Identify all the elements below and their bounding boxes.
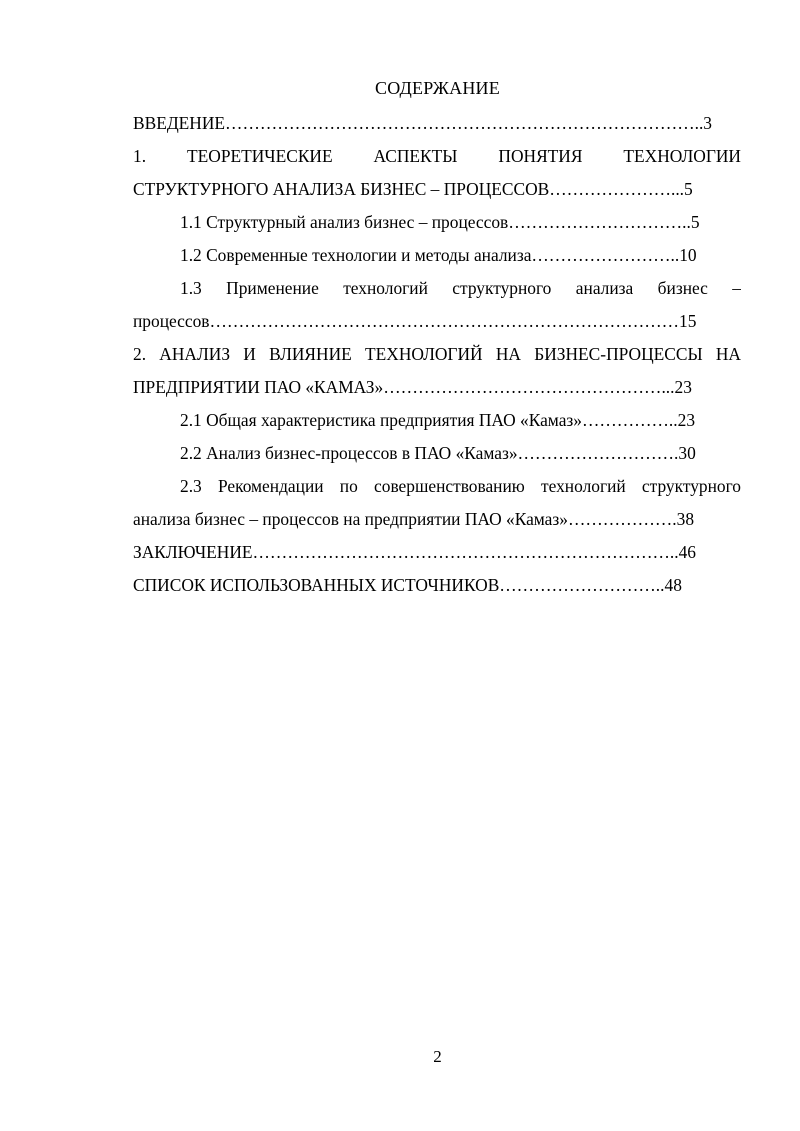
toc-entry-chapter-2-line-1: 2. АНАЛИЗ И ВЛИЯНИЕ ТЕХНОЛОГИЙ НА БИЗНЕС-ПРОЦЕССЫ НА bbox=[133, 344, 741, 364]
toc-entry-chapter-1-line-2: СТРУКТУРНОГО АНАЛИЗА БИЗНЕС – ПРОЦЕССОВ…………………...5 bbox=[133, 179, 693, 199]
toc-entry-introduction: ВВЕДЕНИЕ………………………………………………………………………..3 bbox=[133, 113, 712, 133]
toc-entry-section-1-3-line-2: процессов………………………………………………………………………15 bbox=[133, 311, 697, 331]
table-of-contents bbox=[133, 107, 741, 602]
toc-entry-section-1-2: 1.2 Современные технологии и методы анализа……………………..10 bbox=[180, 245, 697, 265]
toc-entry-section-2-3-line-1: 2.3 Рекомендации по совершенствованию технологий структурного bbox=[180, 476, 741, 496]
toc-entry-section-2-1: 2.1 Общая характеристика предприятия ПАО «Камаз»……………..23 bbox=[180, 410, 696, 430]
toc-entry-chapter-2-line-2: ПРЕДПРИЯТИИ ПАО «КАМАЗ»…………………………………………...23 bbox=[133, 377, 692, 397]
toc-entry-section-2-3-line-2: анализа бизнес – процессов на предприятии ПАО «Камаз»……………….38 bbox=[133, 509, 695, 529]
toc-entry-references: СПИСОК ИСПОЛЬЗОВАННЫХ ИСТОЧНИКОВ………………………..48 bbox=[133, 575, 682, 595]
page-title: СОДЕРЖАНИЕ bbox=[375, 78, 500, 98]
toc-entry-section-2-2: 2.2 Анализ бизнес-процессов в ПАО «Камаз»……………………….30 bbox=[180, 443, 696, 463]
page-number: 2 bbox=[433, 1047, 442, 1066]
toc-entry-chapter-1-line-1: 1. ТЕОРЕТИЧЕСКИЕ АСПЕКТЫ ПОНЯТИЯ ТЕХНОЛОГИИ bbox=[133, 146, 741, 166]
toc-entry-section-1-3-line-1: 1.3 Применение технологий структурного анализа бизнес – bbox=[180, 278, 741, 298]
toc-entry-conclusion: ЗАКЛЮЧЕНИЕ………………………………………………………………..46 bbox=[133, 542, 697, 562]
toc-entry-section-1-1: 1.1 Структурный анализ бизнес – процессов…………………………..5 bbox=[180, 212, 700, 232]
